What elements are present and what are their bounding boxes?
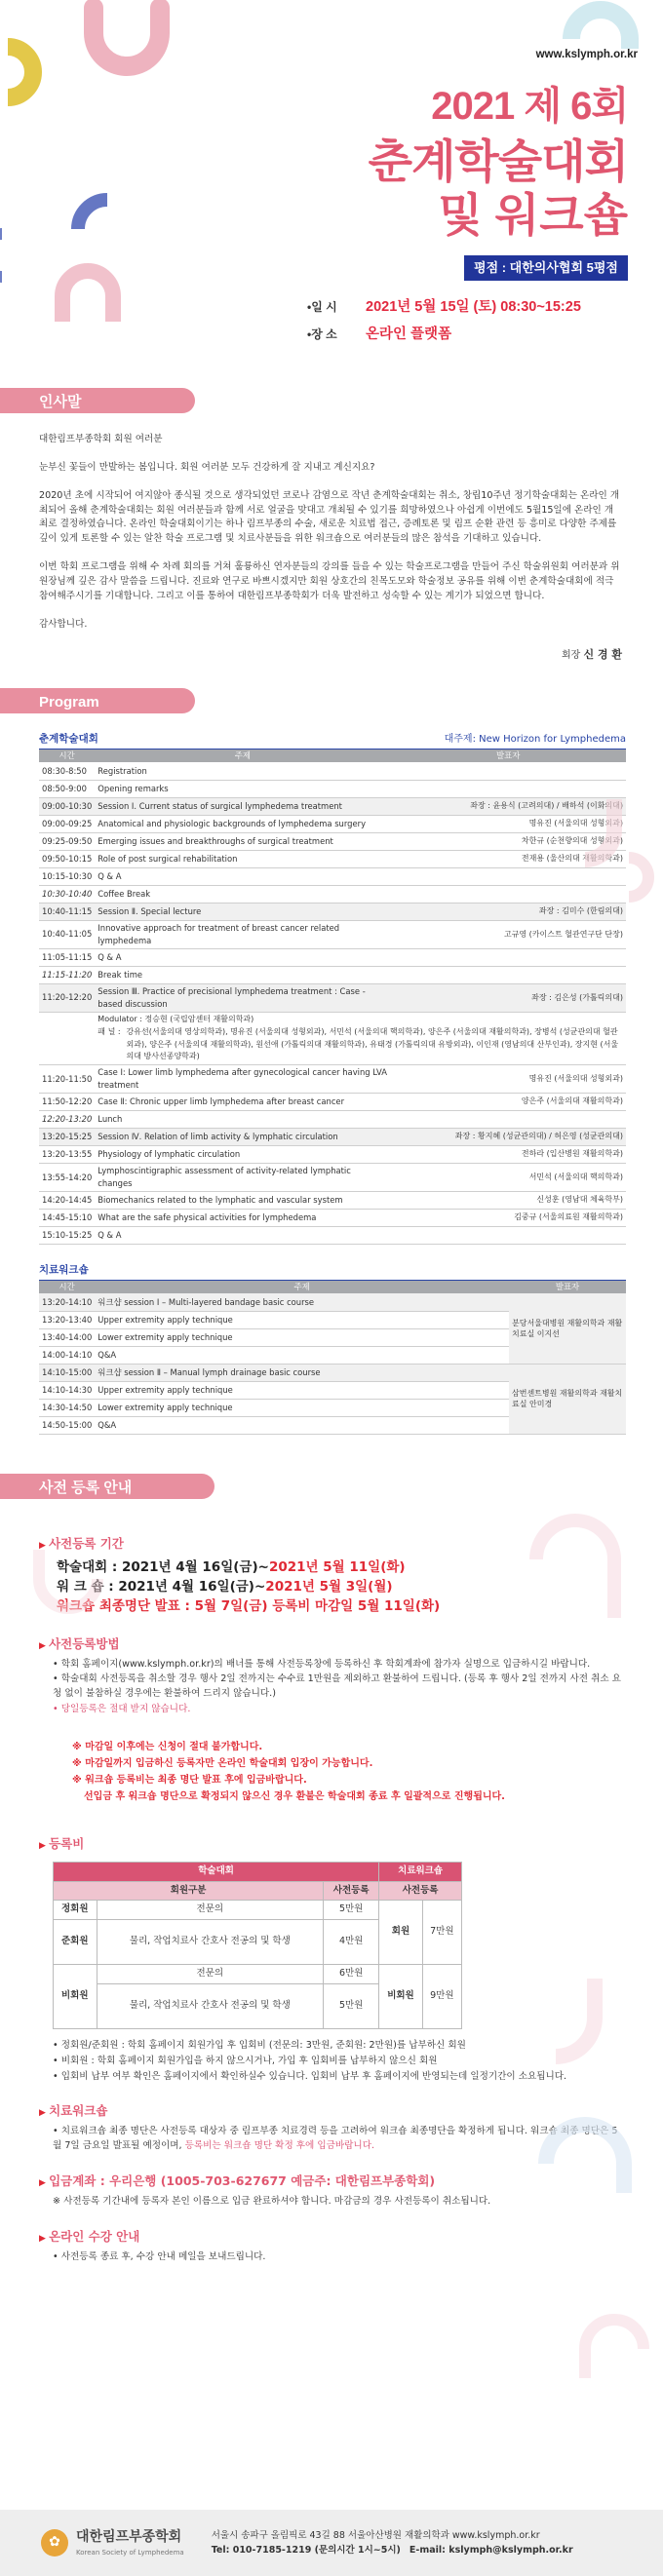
registration-title: 사전 등록 안내	[39, 1479, 133, 1496]
table-row	[39, 797, 626, 815]
row-time: 11:20-11:50	[39, 1065, 95, 1094]
workshop-schedule-table	[39, 1281, 626, 1435]
method-item: • 학술대회 사전등록을 취소할 경우 행사 2일 전까지는 수수료 1만원을 제외하고 환불하여 드립니다. (등록 후 행사 2일 전까지 사전 취소 요청 없이 불참하실 경우에는 환불하여 드리지 않습니다.)	[53, 1673, 621, 1700]
table-row	[39, 903, 626, 920]
row-speaker: 차한규 (순천향의대 성형외과)	[390, 832, 626, 850]
greeting-p5: 감사합니다.	[39, 618, 88, 630]
period-title: ▶ 사전등록 기간	[39, 1534, 624, 1554]
event-title-line1: 2021 제 6회	[431, 85, 628, 128]
row-time: 09:00-10:30	[39, 797, 95, 815]
table-row	[39, 1210, 626, 1227]
row-topic: Anatomical and physiologic backgrounds of lymphedema surgery	[95, 815, 390, 832]
row-topic: Lower extremity apply technique	[95, 1399, 509, 1416]
row-time: 14:50-15:00	[39, 1416, 95, 1434]
ws-period-end: 2021년 5월 3일(월)	[265, 1579, 393, 1596]
notice-item: ※ 마감일 이후에는 신청이 절대 불가합니다.	[72, 1742, 263, 1753]
ws-member-fee: 7만원	[422, 1901, 461, 1965]
moderator: 정승현 (국립암센터 재활의학과)	[144, 1014, 254, 1023]
workshop-info-title: ▶ 치료워크숍	[39, 2101, 624, 2121]
row-time: 10:15-10:30	[39, 867, 95, 885]
row-speaker	[390, 948, 626, 966]
row-topic: Upper extremity apply technique	[95, 1311, 509, 1328]
notice-item: ※ 마감일까지 입금하신 등록자만 온라인 학술대회 입장이 가능합니다.	[72, 1758, 373, 1770]
fee-note: • 입회비 납부 여부 확인은 홈페이지에서 확인하실수 있습니다. 입회비 납부 후 홈페이지에 반영되는데 일정기간이 소요됩니다.	[53, 2070, 567, 2082]
row-topic: What are the safe physical activities for lymphedema	[95, 1210, 390, 1227]
row-time: 09:50-10:15	[39, 850, 95, 867]
row-speaker: 명유진 (서울의대 성형외과)	[390, 1065, 626, 1094]
conf-period-start: 학술대회 : 2021년 4월 16일(금)~	[57, 1558, 269, 1575]
fee-therapist: 물리, 작업치료사 간호사 전공의 및 학생	[97, 1920, 324, 1965]
ws-period-start: 워 크 숍 : 2021년 4월 16일(금)~	[57, 1579, 266, 1596]
row-speaker: 삼번센트병원 재활의학과 재활치료실 안미경	[509, 1364, 626, 1434]
row-speaker: 신성훈 (영남대 체육학부)	[390, 1192, 626, 1210]
table-row	[39, 948, 626, 966]
row-topic	[95, 1012, 626, 1064]
panel-label: 패 널 :	[98, 1026, 121, 1036]
row-speaker	[390, 1227, 626, 1245]
row-time: 08:30-8:50	[39, 762, 95, 780]
conference-theme: 대주제: New Horizon for Lymphedema	[444, 733, 626, 745]
fee-member: 정회원	[54, 1901, 98, 1920]
fee-assoc: 준회원	[54, 1920, 98, 1965]
program-block	[0, 731, 663, 1435]
row-topic: 워크샵 session Ⅰ – Multi-layered bandage basic course	[95, 1293, 509, 1311]
notice-item: ※ 워크숍 등록비는 최종 명단 발표 후에 입금바랍니다.	[72, 1775, 307, 1787]
signature	[39, 646, 622, 664]
registration-body	[0, 1499, 663, 2265]
row-topic: Case Ⅱ: Chronic upper limb lymphedema after breast cancer	[95, 1094, 390, 1111]
row-time: 10:40-11:15	[39, 903, 95, 920]
moderator-label: Modulator :	[98, 1014, 142, 1023]
row-topic: Q & A	[95, 867, 390, 885]
row-topic: Biomechanics related to the lymphatic and vascular system	[95, 1192, 390, 1210]
footer	[0, 2510, 663, 2576]
bank-note: ※ 사전등록 기간내에 등록자 본인 이름으로 입금 완료하셔야 합니다. 마감금의 경우 사전등록이 취소됩니다.	[53, 2196, 491, 2208]
row-topic: Lower extremity apply technique	[95, 1328, 509, 1346]
table-row	[39, 1129, 626, 1146]
contact-info	[212, 2528, 573, 2557]
date-value: 2021년 5월 15일 (토) 08:30~15:25	[366, 299, 581, 315]
row-topic: Emerging issues and breakthroughs of surgical treatment	[95, 832, 390, 850]
table-row	[39, 762, 626, 780]
credit-badge: 평점 : 대한의사협회 5평점	[464, 255, 628, 281]
row-time: 14:45-15:10	[39, 1210, 95, 1227]
greeting-p3: 2020년 초에 시작되어 여지않아 종식될 것으로 생각되었던 코로나 감염으로 작년 춘계학술대회는 취소, 창립10주년 정기학술대회는 온라인 개최되어 올해 춘계학술대회는 회원 여러분들과 함께 서로 얼굴을 맞대고 개최될 수 있기를 희망하였으나 아쉽게 이번에도 5월15일에 온라인 개최로 결정하였습니다. 온라인 학술대회이기는 하나 림프부종의 수술, 새로운 치료법 접근, 증례토론 및 림프 순환 관련 등 흥미로 다양한 주제를 깊이 있게 토론할 수 있는 알찬 학술 프로그램 및 치료사분들을 위한 워크숍으로 여러분들의 많은 참석을 기대하고 있습니다.	[39, 489, 620, 545]
table-row	[39, 1227, 626, 1245]
table-row	[39, 1146, 626, 1164]
fee-note: • 정회원/준회원 : 학회 홈페이지 회원가입 후 입회비 (전문의: 3만원, 준회원: 2만원)를 납부하신 회원	[53, 2039, 466, 2051]
row-speaker	[390, 780, 626, 797]
table-row	[39, 1094, 626, 1111]
row-time: 13:40-14:00	[39, 1328, 95, 1346]
fee-doctor: 전문의	[97, 1965, 324, 1984]
conference-title-row	[39, 731, 626, 750]
method-item: • 당일등록은 절대 받지 않습니다.	[53, 1704, 191, 1715]
row-time: 10:40-11:05	[39, 920, 95, 948]
phone: Tel: 010-7185-1219 (문의시간 1시~5시)	[211, 2545, 401, 2556]
notice-block	[72, 1739, 624, 1805]
row-speaker: 양은주 (서울의대 재활의학과)	[390, 1094, 626, 1111]
table-row	[39, 780, 626, 797]
greeting-p1: 대한림프부종학회 회원 여러분	[39, 434, 163, 444]
ws-info-highlight: 등록비는 워크숍 명단 확정 후에 입금바랍니다.	[184, 2140, 375, 2152]
table-row	[39, 850, 626, 867]
conference-schedule-table	[39, 750, 626, 1245]
address: 서울시 송파구 올림픽로 43길 88 서울아산병원 재활의학과 www.kslymph.or.kr	[211, 2529, 540, 2541]
greeting-p4: 이번 학회 프로그램을 위해 수 차례 회의를 거쳐 훌륭하신 연자분들의 강의를 들을 수 있는 학술프로그램을 만들어 주신 학술위원회 여러분과 위원장님께 깊은 감사 말씀을 드립니다. 진료와 연구로 바쁘시겠지만 회원 상호간의 친목도모와 학술정보 공유를 위해 이번 춘계학술대회에 적극 참여해주시기를 기대합니다. 그리고 이를 통하여 대한림프부종학회가 더욱 발전하고 성숙할 수 있는 계기가 되었으면 합니다.	[39, 561, 620, 601]
table-row	[39, 867, 626, 885]
col-topic: 주제	[95, 750, 390, 762]
conf-period-end: 2021년 5월 11일(화)	[268, 1558, 406, 1575]
row-time: 14:30-14:50	[39, 1399, 95, 1416]
row-time: 13:20-13:40	[39, 1311, 95, 1328]
fee-value: 6만원	[324, 1965, 379, 1984]
row-speaker: 서민석 (서울의대 핵의학과)	[390, 1164, 626, 1192]
table-row	[39, 966, 626, 983]
row-time: 13:20-15:25	[39, 1129, 95, 1146]
registration-section-header	[0, 1474, 663, 1499]
row-topic: Session Ⅲ. Practice of precisional lymphedema treatment : Case - based discussion	[95, 983, 390, 1012]
greeting-title: 인사말	[39, 394, 82, 410]
site-url[interactable]: www.kslymph.or.kr	[535, 49, 638, 60]
ws-col-topic: 주제	[95, 1281, 509, 1293]
bank-account: ▶ 입금계좌 : 우리은행 (1005-703-627677 예금주: 대한림프부종학회)	[39, 2172, 624, 2191]
row-topic: Q&A	[95, 1346, 509, 1364]
table-row	[39, 1192, 626, 1210]
greeting-section-header	[0, 388, 663, 413]
email[interactable]: E-mail: kslymph@kslymph.or.kr	[409, 2545, 573, 2556]
event-title-line3: 및 워크숍	[438, 189, 628, 241]
table-row	[39, 1364, 626, 1381]
row-time: 08:50-9:00	[39, 780, 95, 797]
row-topic: Lymphoscintigraphic assessment of activity-related lymphatic changes	[95, 1164, 390, 1192]
row-topic: 워크샵 session Ⅱ – Manual lymph drainage basic course	[95, 1364, 509, 1381]
row-time: 13:55-14:20	[39, 1164, 95, 1192]
row-time: 12:20-13:20	[39, 1111, 95, 1129]
row-time: 11:15-11:20	[39, 966, 95, 983]
row-time: 14:00-14:10	[39, 1346, 95, 1364]
row-speaker	[390, 885, 626, 903]
row-speaker: 좌장 : 황지혜 (성균관의대) / 허은영 (성균관의대)	[390, 1129, 626, 1146]
ws-nonmember-fee: 9만원	[422, 1965, 461, 2029]
fee-therapist: 물리, 작업치료사 간호사 전공의 및 학생	[97, 1983, 324, 2028]
row-time: 13:20-14:10	[39, 1293, 95, 1311]
row-time: 11:20-12:20	[39, 983, 95, 1012]
ws-col-speaker: 발표자	[509, 1281, 626, 1293]
table-row	[39, 1065, 626, 1094]
row-time: 11:05-11:15	[39, 948, 95, 966]
org-name	[76, 2527, 184, 2559]
org-name-en: Korean Society of Lymphedema	[76, 2549, 184, 2557]
fee-sub-pre: 사전등록	[324, 1881, 379, 1901]
fee-value: 5만원	[324, 1901, 379, 1920]
row-speaker	[390, 762, 626, 780]
fee-nonmember: 비회원	[54, 1965, 98, 2029]
row-topic: Case Ⅰ: Lower limb lymphedema after gynecological cancer having LVA treatment	[95, 1065, 390, 1094]
table-row	[39, 1012, 626, 1064]
method-item: • 학회 홈페이지(www.kslymph.or.kr)의 배너를 통해 사전등록창에 등록하신 후 학회계좌에 참가자 실명으로 입금하시길 바랍니다.	[53, 1658, 591, 1670]
method-list	[53, 1658, 624, 1717]
row-topic: Q&A	[95, 1416, 509, 1434]
row-speaker: 고규영 (카이스트 혈관연구단 단장)	[390, 920, 626, 948]
row-speaker: 명유진 (서울의대 성형외과)	[390, 815, 626, 832]
row-time: 11:50-12:20	[39, 1094, 95, 1111]
place-label: •장 소	[307, 327, 337, 342]
row-topic: Innovative approach for treatment of breast cancer related lymphedema	[95, 920, 390, 948]
fee-value: 4만원	[324, 1920, 379, 1965]
program-title: Program	[39, 694, 99, 711]
row-speaker: 좌장 : 김은성 (가톨릭의대)	[390, 983, 626, 1012]
row-time	[39, 1012, 95, 1064]
row-speaker: 분당서울대병원 재활의학과 재활치료실 이지선	[509, 1293, 626, 1364]
row-topic: Registration	[95, 762, 390, 780]
row-time: 15:10-15:25	[39, 1227, 95, 1245]
col-time: 시간	[39, 750, 95, 762]
row-time: 14:10-15:00	[39, 1364, 95, 1381]
period-dates	[39, 1557, 624, 1617]
row-topic: Q & A	[95, 1227, 390, 1245]
row-topic: Coffee Break	[95, 885, 390, 903]
table-row	[39, 885, 626, 903]
table-row	[39, 832, 626, 850]
row-speaker	[390, 1111, 626, 1129]
row-speaker	[390, 966, 626, 983]
workshop-info	[53, 2125, 624, 2154]
fee-notes	[53, 2039, 624, 2085]
sign-name: 신 경 환	[583, 647, 622, 661]
event-info	[307, 296, 581, 352]
fee-note: • 비회원 : 학회 홈페이지 회원가입을 하지 않으시거나, 가입 후 입회비를 납부하지 않으신 회원	[53, 2055, 438, 2066]
row-topic: Upper extremity apply technique	[95, 1381, 509, 1399]
header	[0, 0, 663, 388]
fee-sub-member-type: 회원구분	[54, 1881, 324, 1901]
row-speaker: 좌장 : 윤용식 (고려의대) / 배하석 (이화의대)	[390, 797, 626, 815]
online-title: ▶ 온라인 수강 안내	[39, 2227, 624, 2247]
table-row	[39, 983, 626, 1012]
row-speaker: 전하라 (입산병원 재활의학과)	[390, 1146, 626, 1164]
fee-title: ▶ 등록비	[39, 1834, 624, 1854]
conference-label: 춘계학술대회	[39, 733, 98, 746]
row-time: 14:20-14:45	[39, 1192, 95, 1210]
fee-doctor: 전문의	[97, 1901, 324, 1920]
ws-deadline: 워크숍 최종명단 발표 : 5월 7일(금) 등록비 마감일 5월 11일(화)	[57, 1598, 441, 1615]
ws-col-time: 시간	[39, 1281, 95, 1293]
org-name-ko: 대한림프부종학회	[76, 2528, 182, 2545]
row-topic: Session Ⅰ. Current status of surgical lymphedema treatment	[95, 797, 390, 815]
panel: 강유선(서울의대 영상의학과), 명유진 (서울의대 성형외과), 서민석 (서울의대 핵의학과), 양은주 (서울의대 재활의학과), 장병석 (성균관의대 혈관외과), 양은주 (서울의대 재활의학과), 원선애 (가톨릭의대 재활의학과), 유태경 (가톨릭의대 유방외과), 이인재 (영남의대 산부인과), 장지현 (서울의대 방사선종양학과)	[126, 1026, 619, 1061]
place-value: 온라인 플랫폼	[366, 327, 452, 343]
row-time: 09:25-09:50	[39, 832, 95, 850]
row-speaker: 좌장 : 김미수 (한림의대)	[390, 903, 626, 920]
row-topic: Session Ⅳ. Relation of limb activity & lymphatic circulation	[95, 1129, 390, 1146]
row-speaker: 전재용 (울산의대 재활의학과)	[390, 850, 626, 867]
program-section-header	[0, 688, 663, 713]
row-speaker	[390, 867, 626, 885]
row-topic: Session Ⅱ. Special lecture	[95, 903, 390, 920]
fee-value: 5만원	[324, 1983, 379, 2028]
method-title: ▶ 사전등록방법	[39, 1634, 624, 1654]
event-title-line2: 춘계학술대회	[368, 135, 628, 187]
row-topic: Physiology of lymphatic circulation	[95, 1146, 390, 1164]
row-time: 10:30-10:40	[39, 885, 95, 903]
ws-member: 회원	[379, 1901, 423, 1965]
table-row	[39, 1111, 626, 1129]
row-speaker: 김중규 (서울의료원 재활의학과)	[390, 1210, 626, 1227]
workshop-title-row	[39, 1262, 626, 1281]
table-row	[39, 920, 626, 948]
ws-info-text: • 치료워크숍 최종 명단은 사전등록 대상자 중 림프부종 치료경력 등을 고려하여 워크숍 최종명단을 확정하게 됩니다. 워크숍 최종 명단은 5월 7일 금요일 발표될 예정이며,	[53, 2126, 618, 2152]
row-topic: Lunch	[95, 1111, 390, 1129]
notice-item: 선입금 후 워크숍 명단으로 확정되지 않으신 경우 환불은 학술대회 종료 후 일괄적으로 진행됩니다.	[84, 1791, 505, 1803]
date-label: •일 시	[307, 299, 337, 314]
row-time: 14:10-14:30	[39, 1381, 95, 1399]
table-row	[39, 815, 626, 832]
table-row	[39, 1293, 626, 1311]
row-topic: Role of post surgical rehabilitation	[95, 850, 390, 867]
row-topic: Break time	[95, 966, 390, 983]
online-info: • 사전등록 종료 후, 수강 안내 메일을 보내드립니다.	[53, 2250, 266, 2262]
greeting-p2: 눈부신 꽃들이 만발하는 봄입니다. 회원 여러분 모두 건강하게 잘 지내고 계신지요?	[39, 461, 375, 473]
ws-nonmember: 비회원	[379, 1965, 423, 2029]
workshop-label: 치료워크숍	[39, 1264, 89, 1277]
fee-table	[53, 1862, 462, 2029]
fee-head-workshop: 치료워크숍	[379, 1862, 462, 1881]
greeting-body	[0, 413, 663, 663]
col-speaker: 발표자	[390, 750, 626, 762]
sign-role: 회장	[561, 649, 581, 661]
row-time: 09:00-09:25	[39, 815, 95, 832]
society-logo-icon: ✿	[41, 2529, 68, 2557]
table-row	[39, 1164, 626, 1192]
row-topic: Opening remarks	[95, 780, 390, 797]
row-time: 13:20-13:55	[39, 1146, 95, 1164]
fee-head-conference: 학술대회	[54, 1862, 379, 1881]
fee-sub-pre-ws: 사전등록	[379, 1881, 462, 1901]
row-topic: Q & A	[95, 948, 390, 966]
